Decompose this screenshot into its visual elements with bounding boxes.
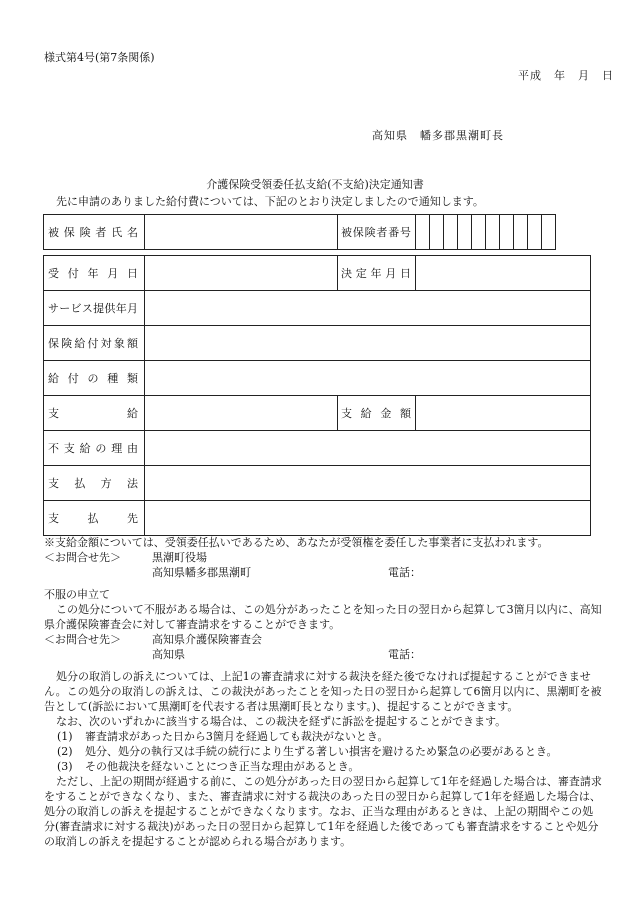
insured-number-box[interactable] (514, 215, 528, 250)
list-item: (3) その他裁決を経ないことにつき正当な理由があるとき。 (57, 760, 360, 773)
insured-name-field[interactable] (145, 215, 338, 250)
insured-number-box[interactable] (542, 215, 556, 250)
service-month-field[interactable] (145, 291, 591, 326)
list-item: (1) 審査請求があった日から3箇月を経過しても裁決がないとき。 (57, 730, 389, 743)
objection-text: この処分について不服がある場合は、この処分があったことを知った日の翌日から起算して3箇月以内に、高知県介護保険審査会に対して審査請求をすることができます。 (44, 603, 602, 631)
payment-method-label: 支払方法 (44, 466, 145, 501)
insured-number-box[interactable] (430, 215, 444, 250)
contact-label: ＜お問合せ先＞ (44, 633, 121, 646)
contact-row (44, 632, 604, 647)
benefit-type-field[interactable] (145, 361, 591, 396)
form-code: 様式第4号(第7条関係) (44, 51, 155, 64)
objection-heading: 不服の申立て (44, 588, 110, 601)
details-table (43, 255, 591, 536)
payee-label: 支払先 (44, 501, 145, 536)
insured-name-label: 被保険者氏名 (44, 215, 145, 250)
contact-phone: 電話： (388, 566, 421, 579)
nonpayment-reason-field[interactable] (145, 431, 591, 466)
contact-org: 黒潮町役場 (152, 551, 207, 564)
receipt-date-field[interactable] (145, 256, 338, 291)
payment-note: ※支給金額については、受領委任払いであるため、あなたが受領権を委任した事業者に支払われます。 (44, 536, 549, 549)
notes-section (44, 535, 604, 849)
list-item: (2) 処分、処分の執行又は手続の続行により生ずる著しい損害を避けるため緊急の必要があるとき。 (57, 745, 558, 758)
insured-number-box[interactable] (486, 215, 500, 250)
contact-address: 高知県 (152, 648, 185, 661)
final-text: ただし、上記の期間が経過する前に、この処分があった日の翌日から起算して1年を経過した場合は、審査請求をすることができなくなり、また、審査請求に対する裁決のあった日の翌日から起算して1年を経過した場合は、処分の取消しの訴えを提起することができなくなります。なお、正当な理由があるときは、上記の期間やこの処分(審査請求に対する裁決)があった日の翌日から起算して1年を経過した後であっても審査請求をすることや処分の取消しの訴えを提起することが認められる場合があります。 (44, 775, 602, 848)
insured-number-label: 被保険者番号 (338, 215, 416, 250)
contact-phone: 電話： (388, 648, 421, 661)
issue-date: 平成 年 月 日 (518, 69, 614, 82)
benefit-amount-label: 保険給付対象額 (44, 326, 145, 361)
insured-number-box[interactable] (472, 215, 486, 250)
document-title: 介護保険受領委任払支給(不支給)決定通知書 (206, 178, 424, 191)
insured-number-box[interactable] (444, 215, 458, 250)
payment-amount-label: 支給金額 (338, 396, 416, 431)
payment-label: 支給 (44, 396, 145, 431)
contact-row (44, 550, 604, 565)
service-month-label: サービス提供年月 (44, 291, 145, 326)
exception-intro: なお、次のいずれかに該当する場合は、この裁決を経ずに訴訟を提起することができます。 (56, 715, 507, 728)
issuer-name: 高知県 幡多郡黒潮町長 (372, 129, 504, 142)
receipt-date-label: 受付年月日 (44, 256, 145, 291)
lawsuit-text: 処分の取消しの訴えについては、上記1の審査請求に対する裁決を経た後でなければ提起することができません。この処分の取消しの訴えは、この裁決があったことを知った日の翌日から起算して6箇月以内に、黒潮町を被告として(訴訟において黒潮町を代表する者は黒潮町長となります。)、提起することができます。 (44, 670, 602, 713)
payment-amount-field[interactable] (416, 396, 591, 431)
contact-address: 高知県幡多郡黒潮町 (152, 566, 251, 579)
benefit-amount-field[interactable] (145, 326, 591, 361)
decision-date-label: 決定年月日 (338, 256, 416, 291)
insured-number-box[interactable] (500, 215, 514, 250)
contact-label: ＜お問合せ先＞ (44, 551, 121, 564)
insured-number-box[interactable] (416, 215, 430, 250)
contact-row (44, 565, 604, 580)
insured-number-box[interactable] (458, 215, 472, 250)
intro-text: 先に申請のありました給付費については、下記のとおり決定しましたので通知します。 (56, 195, 484, 208)
decision-date-field[interactable] (416, 256, 591, 291)
payment-method-field[interactable] (145, 466, 591, 501)
payment-field[interactable] (145, 396, 338, 431)
insured-number-box[interactable] (528, 215, 542, 250)
nonpayment-reason-label: 不支給の理由 (44, 431, 145, 466)
contact-org: 高知県介護保険審査会 (152, 633, 262, 646)
contact-row (44, 647, 604, 662)
payee-field[interactable] (145, 501, 591, 536)
insured-table (43, 214, 556, 250)
benefit-type-label: 給付の種類 (44, 361, 145, 396)
